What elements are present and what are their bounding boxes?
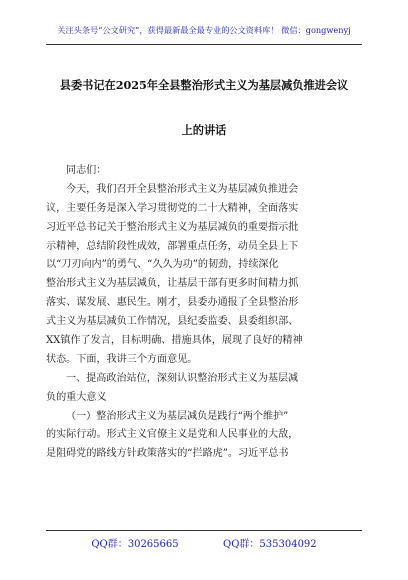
paragraph-line: 以“刀刃向内”的勇气、“久久为功”的韧劲，持续深化 bbox=[46, 259, 279, 271]
document-title-line-2: 上的讲话 bbox=[181, 123, 227, 137]
subsection-line: （一）整治形式主义为基层减负是践行“两个维护” bbox=[66, 410, 289, 422]
footer-divider bbox=[46, 530, 362, 531]
section-heading-line: 负的重大意义 bbox=[46, 391, 107, 403]
paragraph-line: 习近平总书记关于整治形式主义为基层减负的重要指示批 bbox=[46, 221, 299, 233]
paragraph-line: 落实、谋发展、惠民生。刚才，县委办通报了全县整治形 bbox=[46, 297, 299, 309]
footer-contact bbox=[0, 535, 408, 550]
paragraph-line: 是阻碍党的路线方针政策落实的“拦路虎”。习近平总书 bbox=[46, 448, 289, 460]
qq-group-2: QQ群：535304092 bbox=[223, 539, 317, 550]
paragraph-line: 的实际行动。形式主义官僚主义是党和人民事业的大敌， bbox=[46, 429, 299, 441]
section-heading-line: 一、提高政治站位，深刻认识整治形式主义为基层减 bbox=[66, 372, 299, 384]
document-body bbox=[46, 162, 360, 464]
paragraph-line: 议，主要任务是深入学习贯彻党的二十大精神，全面落实 bbox=[46, 202, 299, 214]
paragraph-line: 示精神，总结阶段性成效，部署重点任务，动员全县上下 bbox=[46, 240, 299, 252]
qq-group-1: QQ群：30265665 bbox=[91, 539, 179, 550]
paragraph-line: 式主义为基层减负工作情况，县纪委监委、县委组织部、 bbox=[46, 316, 299, 328]
salutation: 同志们： bbox=[66, 165, 107, 176]
header-divider bbox=[46, 44, 362, 45]
paragraph-line: 整治形式主义为基层减负，让基层干部有更多时间精力抓 bbox=[46, 278, 299, 290]
header-promo-text: 关注头条号“公文研究”，获得最新最全最专业的公文资料库！ 微信：gongwenyj bbox=[57, 25, 351, 35]
paragraph-line: XX镇作了发言，目标明确、措施具体，展现了良好的精神 bbox=[46, 335, 303, 347]
paragraph-line: 今天，我们召开全县整治形式主义为基层减负推进会 bbox=[66, 183, 299, 195]
document-title-line-1: 县委书记在2025年全县整治形式主义为基层减负推进会议 bbox=[59, 78, 349, 92]
paragraph-line: 状态。下面，我讲三个方面意见。 bbox=[46, 353, 198, 365]
